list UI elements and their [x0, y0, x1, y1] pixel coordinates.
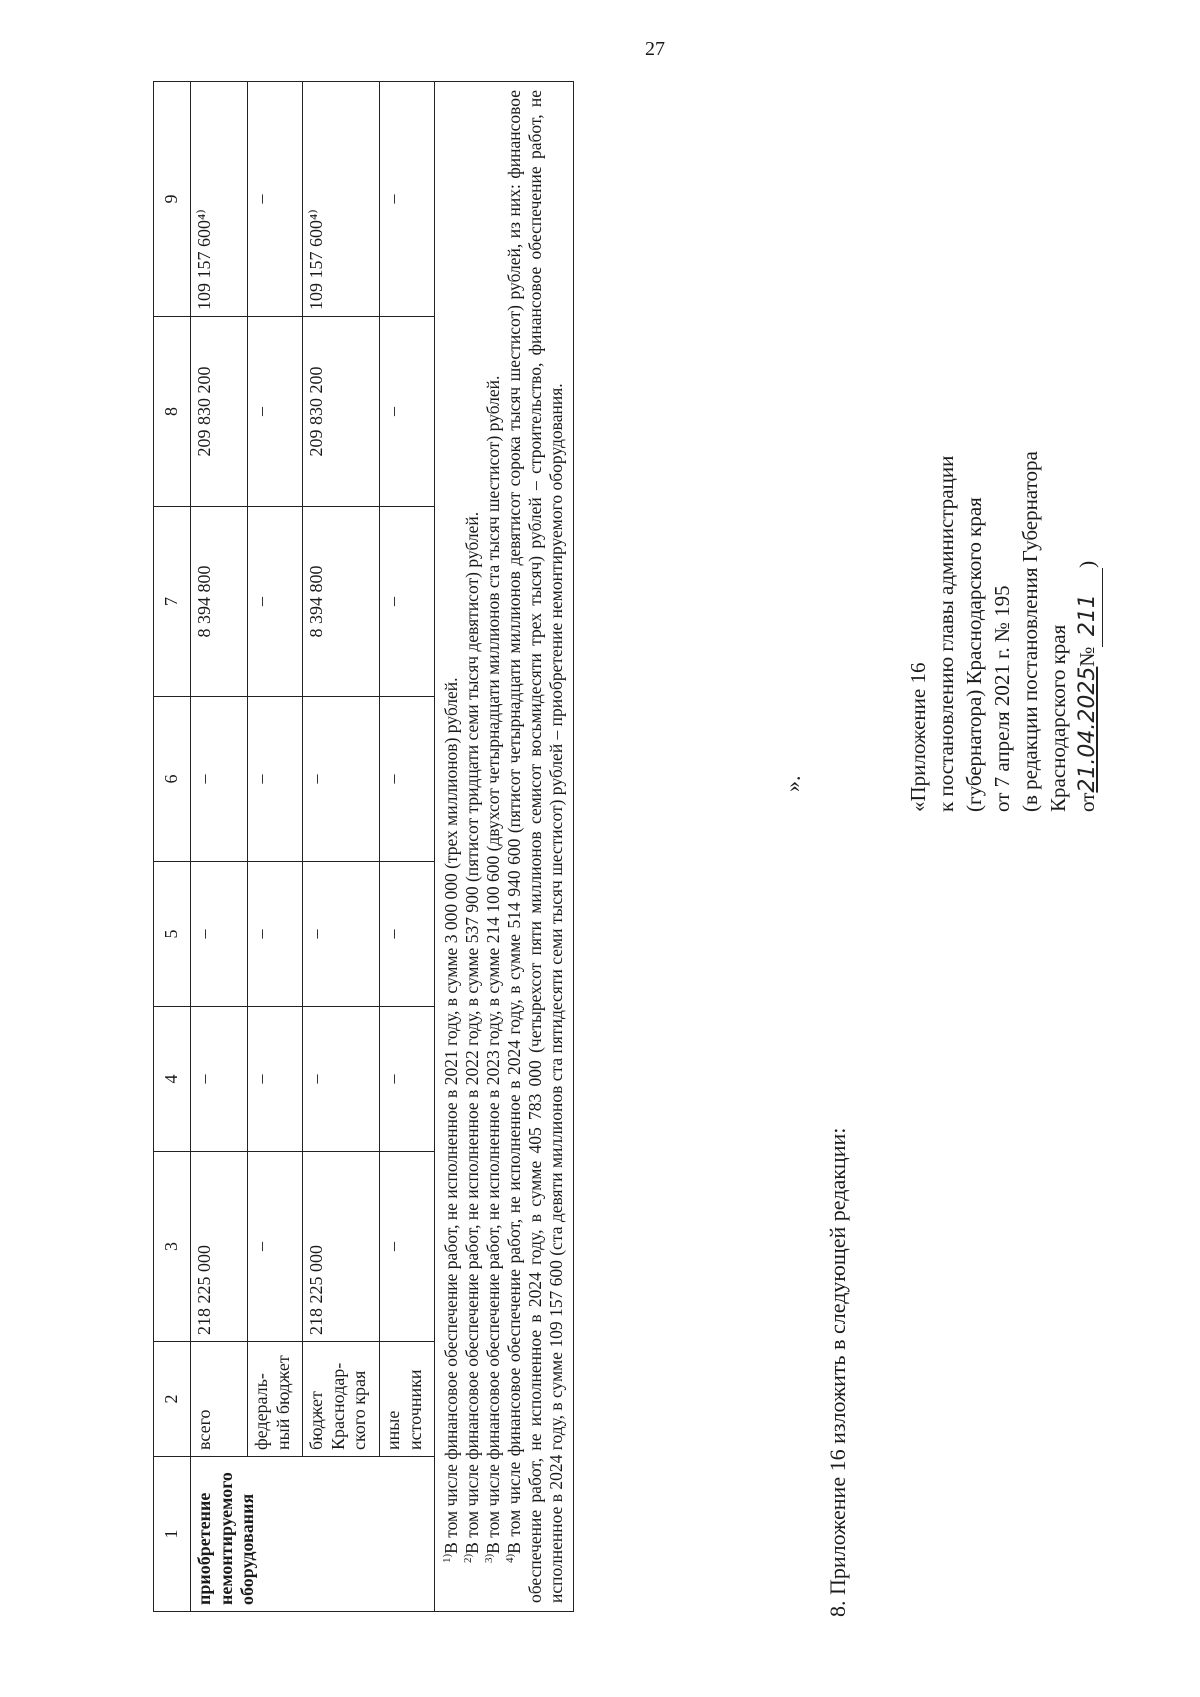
closing-quote: ». — [780, 775, 805, 792]
table-cell: 209 830 200 — [191, 317, 248, 507]
column-header: 6 — [154, 697, 191, 862]
appendix-line: к постановлению главы администрации — [933, 455, 958, 812]
number-underline — [1073, 568, 1103, 647]
footnote — [441, 90, 462, 1603]
table-row — [248, 82, 303, 1612]
table-row — [303, 82, 380, 1612]
funding-source: всего — [191, 1342, 248, 1457]
appendix-line: Краснодарского края — [1045, 624, 1070, 812]
appendix-date-number-line — [1073, 112, 1103, 812]
table-cell: – — [380, 82, 435, 317]
table-cell: 209 830 200 — [303, 317, 380, 507]
column-header: 4 — [154, 1007, 191, 1152]
footnote-text: В том числе финансовое обеспечение работ, не исполненное в 2021 году, в сумме 3 000 000 (трех миллионов) рублей. — [441, 677, 461, 1554]
footnote-mark: 1) — [441, 1553, 454, 1563]
table-row — [380, 82, 435, 1612]
footnote-text: В том числе финансовое обеспечение работ, не исполненное в 2023 году, в сумме 214 100 600 (двухсот четырнадцати миллионов ста тысяч шестисот) рублей. — [483, 375, 503, 1554]
appendix-line: от 7 апреля 2021 г. № 195 — [989, 585, 1014, 812]
table-cell: – — [248, 82, 303, 317]
close-paren: ) — [1074, 560, 1099, 568]
table-row — [191, 82, 248, 1612]
table-cell: 109 157 600⁴⁾ — [303, 82, 380, 317]
table-cell: 8 394 800 — [303, 507, 380, 697]
number-label: № — [1074, 646, 1099, 667]
table-cell: – — [303, 697, 380, 862]
table-cell: 218 225 000 — [303, 1152, 380, 1342]
column-header: 2 — [154, 1342, 191, 1457]
appendix-line: (в редакции постановления Губернатора — [1017, 451, 1042, 812]
footnote — [462, 90, 483, 1603]
appendix-line: «Приложение 16 — [906, 662, 930, 812]
footnote-mark: 3) — [483, 1553, 496, 1563]
column-header: 3 — [154, 1152, 191, 1342]
footnote-text: В том числе финансовое обеспечение работ, не исполненное в 2022 году, в сумме 537 900 (пятисот тридцати семи тысяч девятисот) рублей. — [462, 511, 482, 1554]
paragraph-8: 8. Приложение 16 изложить в следующей редакции: — [825, 1127, 850, 1617]
table-cell: 218 225 000 — [191, 1152, 248, 1342]
table-cell: – — [248, 697, 303, 862]
row-title: приобретение немонтируемого оборудования — [191, 1457, 435, 1612]
table-cell: – — [248, 1152, 303, 1342]
table-cell: – — [380, 862, 435, 1007]
table-cell: – — [380, 317, 435, 507]
funding-source: бюджет Краснодар-ского края — [303, 1342, 380, 1457]
table-cell: – — [303, 862, 380, 1007]
table-cell: – — [191, 862, 248, 1007]
footnotes-cell — [435, 82, 574, 1612]
table-cell: – — [248, 1007, 303, 1152]
column-header: 5 — [154, 862, 191, 1007]
footnote — [504, 90, 567, 1603]
table-cell: – — [380, 1152, 435, 1342]
funding-source: иные источники — [380, 1342, 435, 1457]
footnote — [483, 90, 504, 1603]
from-label: от — [1074, 792, 1099, 812]
column-header: 7 — [154, 507, 191, 697]
funding-source: федераль-ный бюджет — [248, 1342, 303, 1457]
footnote-text: В том числе финансовое обеспечение работ, не исполненное в 2024 году, в сумме 514 940 600 (пятисот четырнадцати миллионов девятисот сорока тысяч шестисот) рублей, из них: финансовое обеспечение работ, не исполненное в 2024 году, в сумме 405 783 000 (четырехсот пяти миллионов семисот восьмидесяти трех тысяч) рублей – строительство, финансовое обеспечение работ, не исполненное в 2024 году, в сумме 109 157 600 (ста девяти миллионов ста пятидесяти семи тысяч шестисот) рублей – приобретение немонтируемого оборудования. — [504, 90, 566, 1603]
handwritten-number: 211 — [1074, 594, 1100, 637]
footnote-mark: 2) — [462, 1553, 475, 1563]
column-header: 8 — [154, 317, 191, 507]
column-header: 9 — [154, 82, 191, 317]
table-cell: – — [380, 507, 435, 697]
table-header-row — [154, 82, 191, 1612]
footnote-mark: 4) — [504, 1553, 517, 1563]
page-number: 27 — [645, 38, 665, 60]
footnotes-row — [435, 82, 574, 1612]
table-cell: – — [248, 507, 303, 697]
table-cell: – — [248, 317, 303, 507]
appendix-header-block — [905, 112, 1103, 812]
funding-table — [153, 81, 574, 1612]
table-cell: – — [380, 697, 435, 862]
table-cell: – — [303, 1007, 380, 1152]
table-cell: 109 157 600⁴⁾ — [191, 82, 248, 317]
table-cell: – — [191, 697, 248, 862]
appendix-line: (губернатора) Краснодарского края — [961, 497, 986, 812]
table-cell: – — [248, 862, 303, 1007]
table-cell: – — [191, 1007, 248, 1152]
column-header: 1 — [154, 1457, 191, 1612]
handwritten-date: 21.04.2025 — [1074, 666, 1100, 793]
table-cell: 8 394 800 — [191, 507, 248, 697]
table-cell: – — [380, 1007, 435, 1152]
